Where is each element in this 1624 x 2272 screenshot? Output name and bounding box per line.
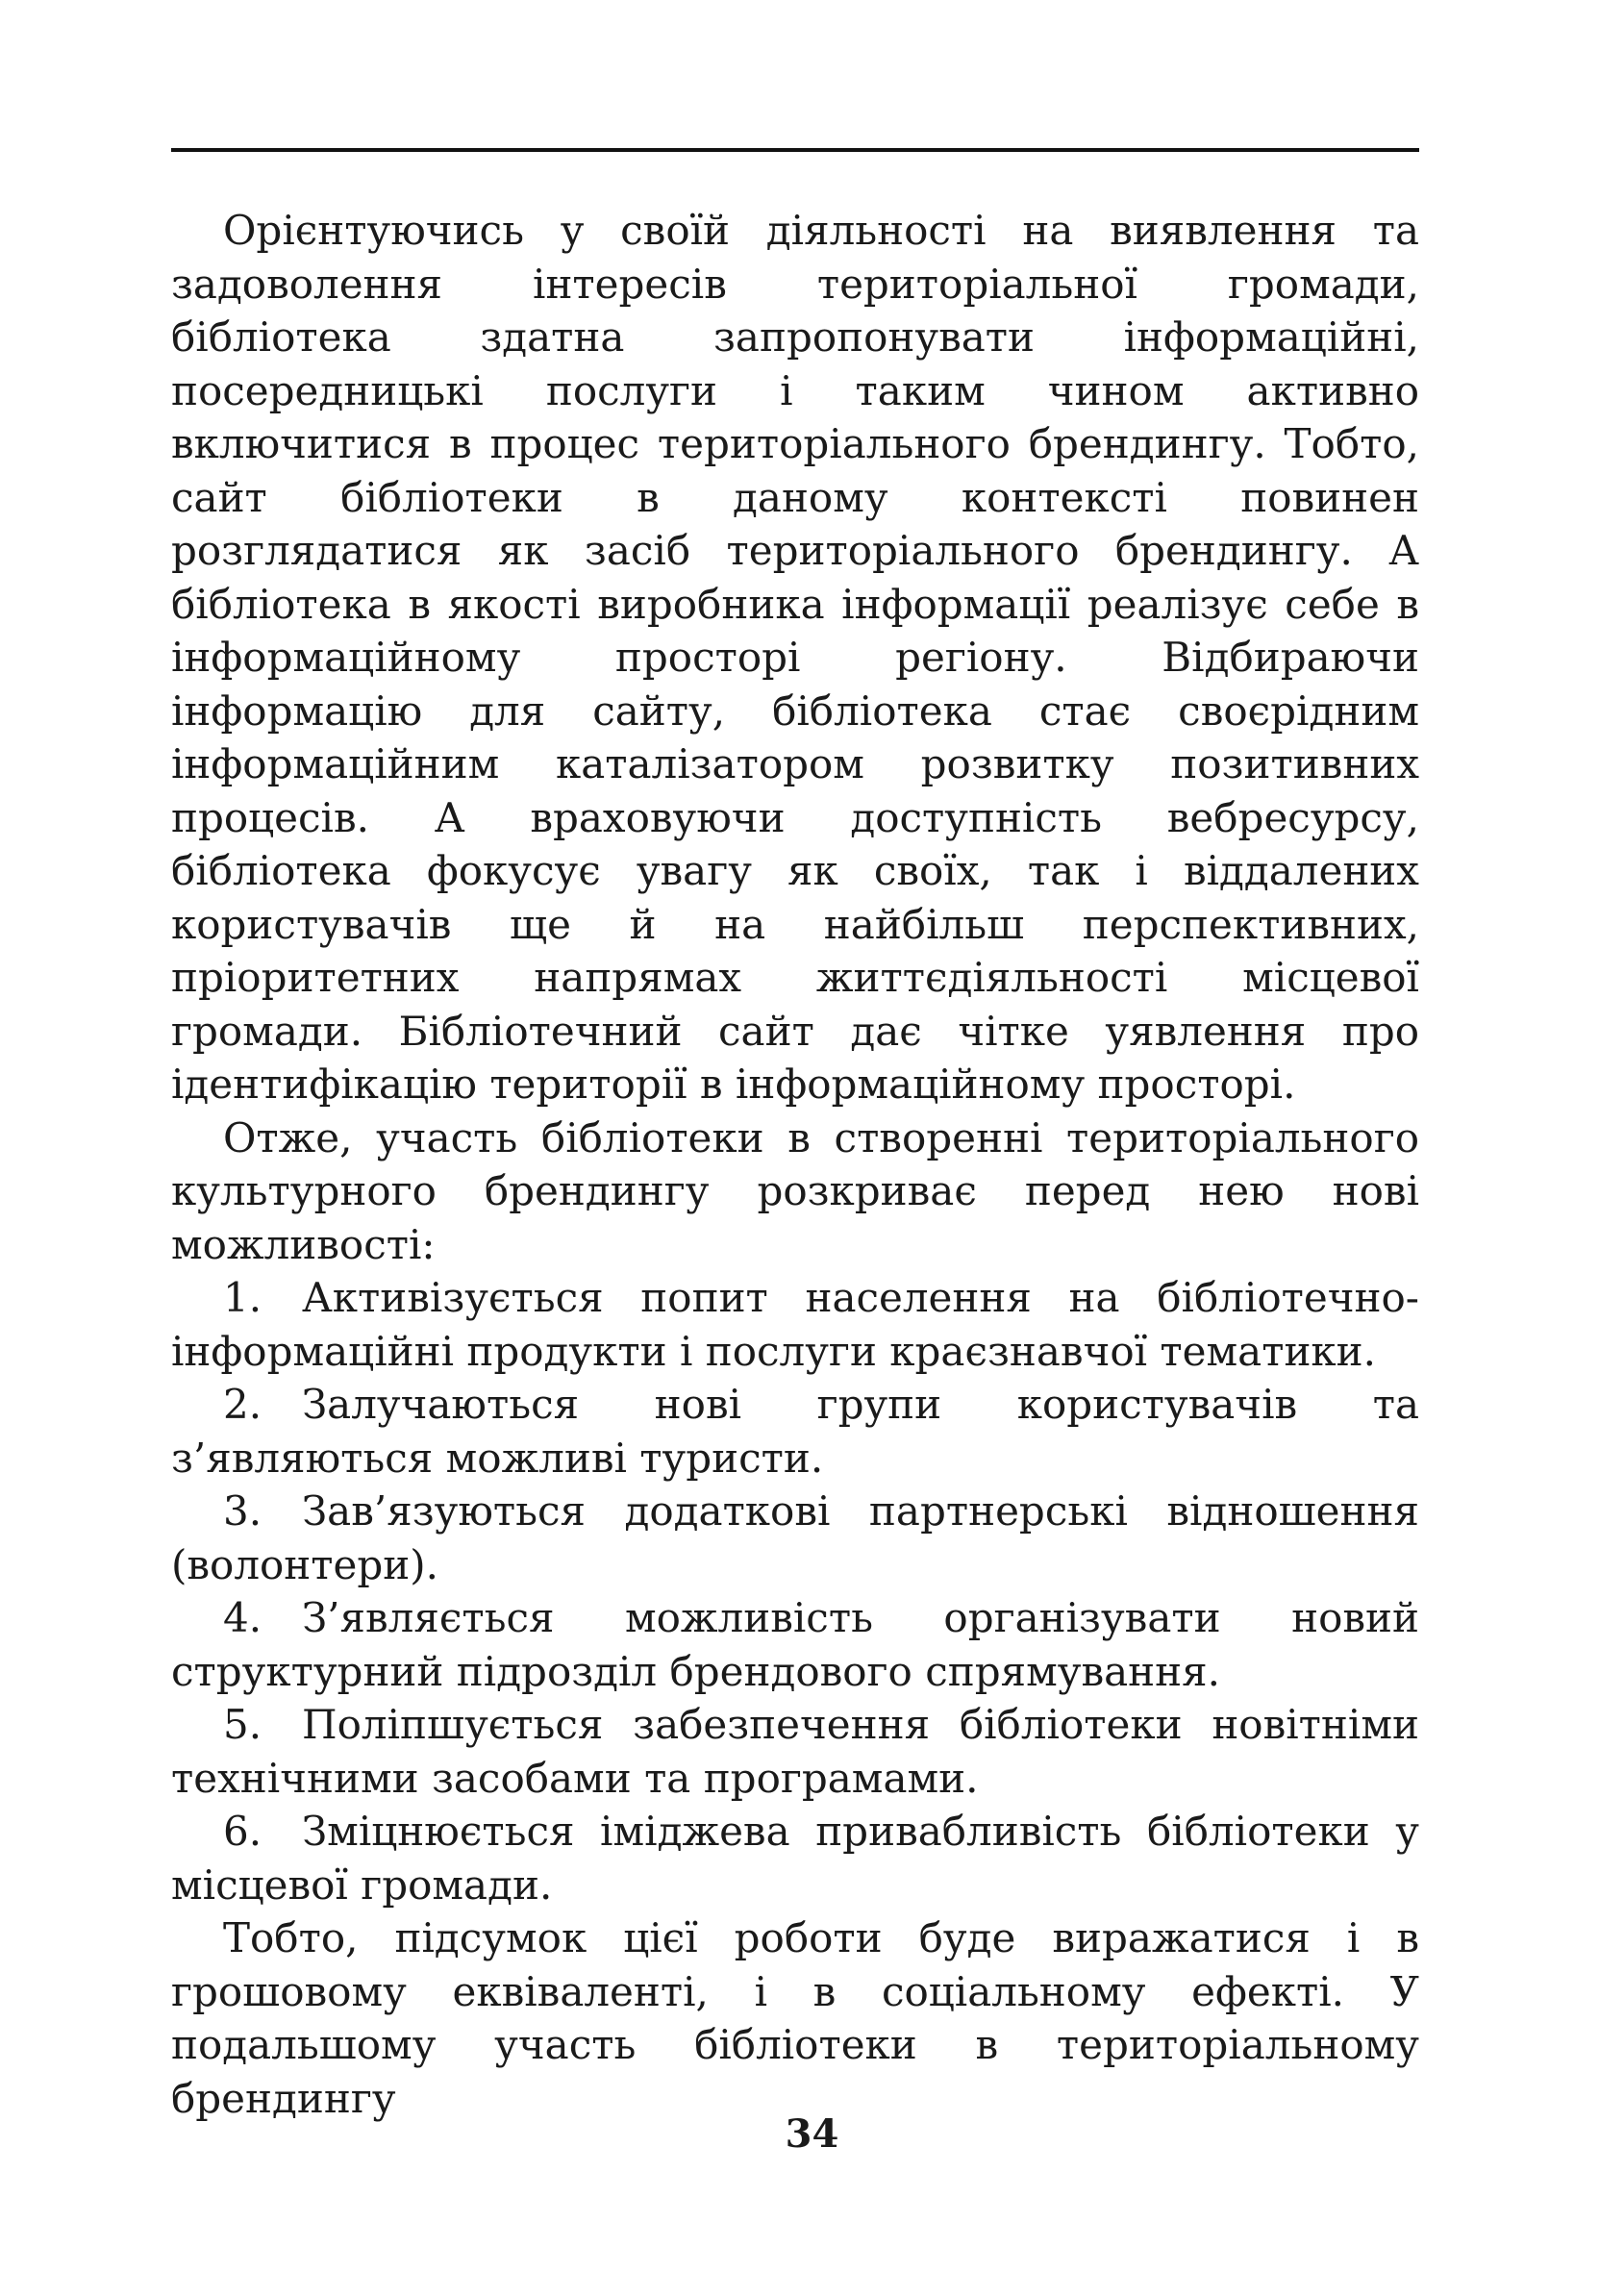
list-item-number: 4.	[223, 1594, 262, 1641]
list-item	[171, 1378, 1419, 1485]
list-item-text: Поліпшується забезпечення бібліотеки новітніми технічними засобами та програмами.	[171, 1701, 1419, 1802]
header-rule	[171, 148, 1419, 152]
list-item	[171, 1271, 1419, 1378]
list-item-number: 6.	[223, 1808, 262, 1855]
list-item-number: 2.	[223, 1381, 262, 1428]
list-item	[171, 1805, 1419, 1911]
paragraph-intro: Орієнтуючись у своїй діяльності на виявлення та задоволення інтересів територіальної громади, бібліотека здатна запропонувати інформаційні, посередницькі послуги і таким чином активно включитися в процес територіального брендингу. Тобто, сайт бібліотеки в даному контексті повинен розглядатися як засіб територіального брендингу. А бібліотека в якості виробника інформації реалізує себе в інформаційному просторі регіону. Відбираючи інформацію для сайту, бібліотека стає своєрідним інформаційним каталізатором розвитку позитивних процесів. А враховуючи доступність вебресурсу, бібліотека фокусує увагу як своїх, так і віддалених користувачів ще й на найбільш перспективних, пріоритетних напрямах життєдіяльності місцевої громади. Бібліотечний сайт дає чітке уявлення про ідентифікацію території в інформаційному просторі.	[171, 207, 1419, 1108]
list-item-text: Залучаються нові групи користувачів та з’являються можливі туристи.	[171, 1381, 1419, 1482]
list-item-text: Зміцнюється іміджева привабливість бібліотеки у місцевої громади.	[171, 1808, 1419, 1909]
paragraph-closing: Тобто, підсумок цієї роботи буде виражатися і в грошовому еквіваленті, і в соціальному ефекті. У подальшому участь бібліотеки в територіальному брендингу	[171, 1914, 1419, 2122]
body-text	[171, 204, 1419, 2125]
list-item-number: 1.	[223, 1274, 262, 1321]
list-item-number: 5.	[223, 1701, 262, 1748]
list-item-text: Активізується попит населення на бібліотечно-інформаційні продукти і послуги краєзнавчої тематики.	[171, 1274, 1419, 1375]
list-item	[171, 1591, 1419, 1698]
opportunities-list	[171, 1271, 1419, 1911]
page-number: 34	[785, 2111, 839, 2157]
list-item-number: 3.	[223, 1487, 262, 1535]
list-item	[171, 1485, 1419, 1591]
paragraph-opportunities: Отже, участь бібліотеки в створенні територіального культурного брендингу розкриває перед нею нові можливості:	[171, 1113, 1419, 1268]
list-item	[171, 1698, 1419, 1805]
list-item-text: Зав’язуються додаткові партнерські відношення (волонтери).	[171, 1487, 1419, 1588]
list-item-text: З’являється можливість організувати новий структурний підрозділ брендового спрямування.	[171, 1594, 1419, 1695]
